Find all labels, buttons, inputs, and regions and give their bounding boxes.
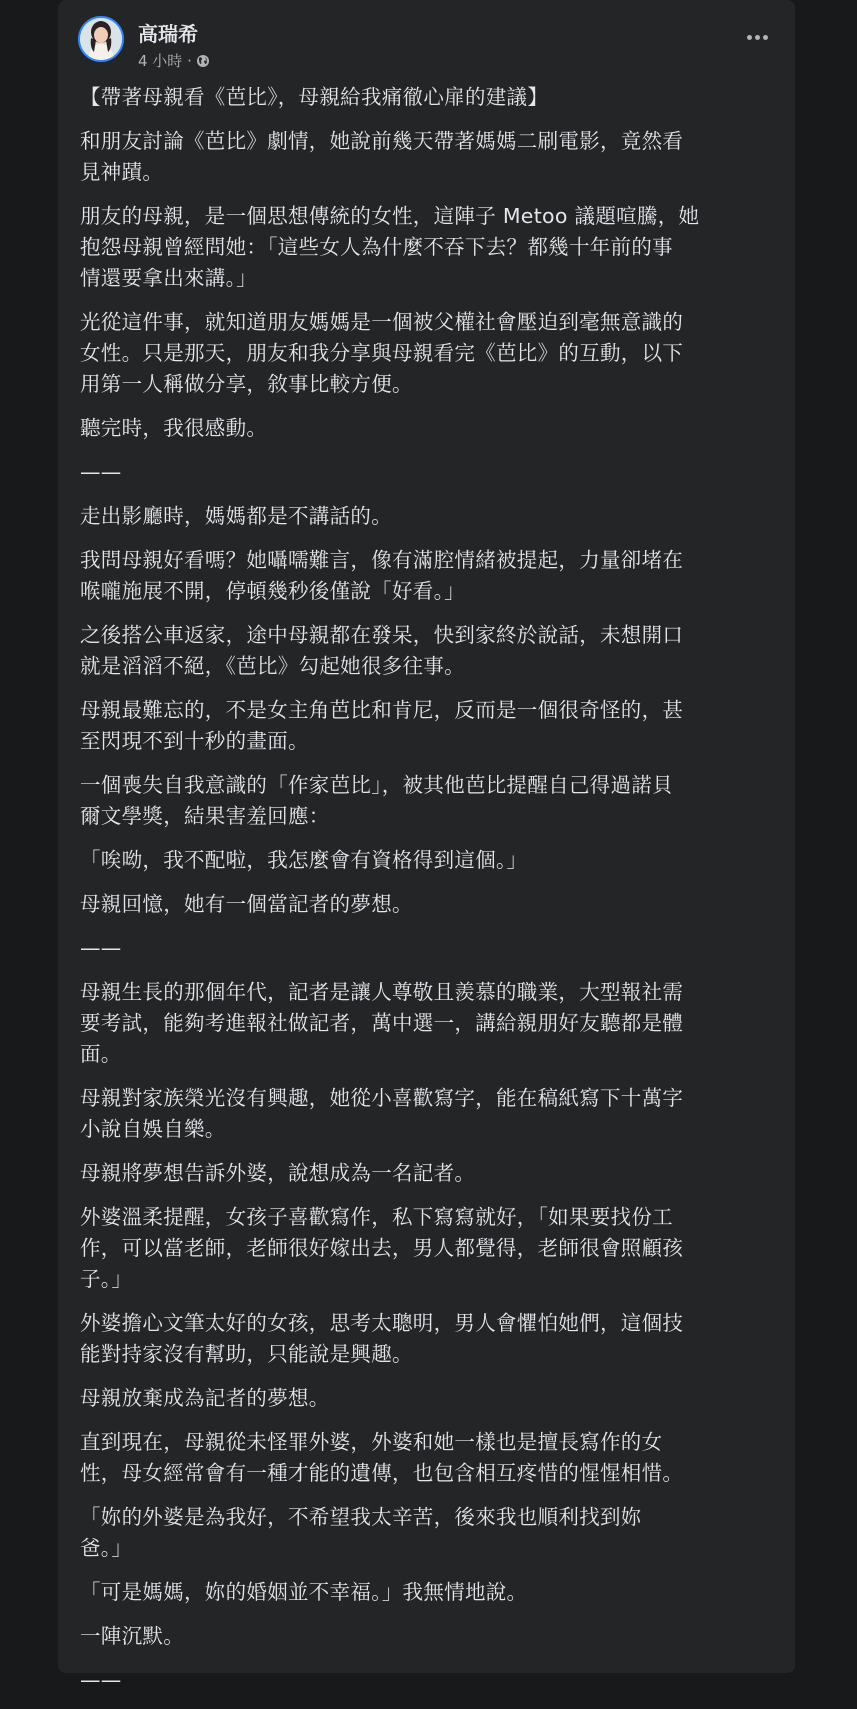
post-paragraph: 光從這件事，就知道朋友媽媽是一個被父權社會壓迫到毫無意識的 女性。只是那天，朋友和我分享與母親看完《芭比》的互動，以下 用第一人稱做分享，敘事比較方便。 bbox=[80, 310, 684, 396]
author-name[interactable]: 高瑞希 bbox=[138, 22, 198, 46]
more-dot bbox=[747, 35, 752, 40]
post-meta bbox=[138, 50, 210, 71]
post-header bbox=[78, 16, 775, 70]
post-card bbox=[58, 0, 795, 1692]
avatar-image bbox=[80, 18, 122, 60]
post-paragraph: 和朋友討論《芭比》劇情，她說前幾天帶著媽媽二刷電影，竟然看 見神蹟。 bbox=[80, 129, 684, 184]
post-paragraph: 母親將夢想告訴外婆，說想成為一名記者。 bbox=[80, 1161, 476, 1185]
post-paragraph: 母親放棄成為記者的夢想。 bbox=[80, 1386, 330, 1410]
author-avatar[interactable] bbox=[78, 16, 124, 62]
post-paragraph: 聽完時，我很感動。 bbox=[80, 416, 268, 440]
more-dot bbox=[763, 35, 768, 40]
post-paragraph: 一陣沉默。 bbox=[80, 1624, 184, 1648]
post-paragraph: 母親最難忘的，不是女主角芭比和肯尼，反而是一個很奇怪的，甚 至閃現不到十秒的畫面。 bbox=[80, 698, 684, 753]
post-paragraph: 「妳的外婆是為我好，不希望我太辛苦，後來我也順利找到妳 爸。」 bbox=[80, 1505, 642, 1560]
post-paragraph: 外婆溫柔提醒，女孩子喜歡寫作，私下寫寫就好，「如果要找份工 作，可以當老師，老師很好嫁出去，男人都覺得，老師很會照顧孩 子。」 bbox=[80, 1205, 684, 1291]
post-paragraph: 「可是媽媽，妳的婚姻並不幸福。」我無情地說。 bbox=[80, 1580, 528, 1604]
section-divider: —— bbox=[80, 1668, 122, 1692]
post-paragraph: 直到現在，母親從未怪罪外婆，外婆和她一樣也是擅長寫作的女 性，母女經常會有一種才能的遺傳，也包含相互疼惜的惺惺相惜。 bbox=[80, 1430, 684, 1485]
globe-icon bbox=[196, 54, 210, 68]
post-paragraph: 走出影廳時，媽媽都是不講話的。 bbox=[80, 504, 392, 528]
post-timestamp[interactable]: 4 小時 · bbox=[138, 52, 192, 70]
post-paragraph: 一個喪失自我意識的「作家芭比」，被其他芭比提醒自己得過諾貝 爾文學獎，結果害羞回應： bbox=[80, 773, 673, 828]
post-paragraph: 「唉呦，我不配啦，我怎麼會有資格得到這個。」 bbox=[80, 848, 528, 872]
post-paragraph: 之後搭公車返家，途中母親都在發呆，快到家終於說話，未想開口 就是滔滔不絕，《芭比》勾起她很多往事。 bbox=[80, 623, 684, 678]
section-divider: —— bbox=[80, 460, 122, 484]
more-dot bbox=[755, 35, 760, 40]
post-paragraph: 外婆擔心文筆太好的女孩，思考太聰明，男人會懼怕她們，這個技 能對持家沒有幫助，只能說是興趣。 bbox=[80, 1311, 684, 1366]
more-options-icon[interactable] bbox=[739, 22, 775, 52]
post-paragraph: 【帶著母親看《芭比》，母親給我痛徹心扉的建議】 bbox=[80, 85, 549, 109]
section-divider: —— bbox=[80, 936, 122, 960]
post-paragraph: 母親對家族榮光沒有興趣，她從小喜歡寫字，能在稿紙寫下十萬字 小說自娛自樂。 bbox=[80, 1086, 684, 1141]
post-paragraph: 母親生長的那個年代，記者是讓人尊敬且羨慕的職業，大型報社需 要考試，能夠考進報社做記者，萬中選一，講給親朋好友聽都是體 面。 bbox=[80, 980, 684, 1066]
post-body bbox=[80, 82, 780, 1709]
post-paragraph: 朋友的母親，是一個思想傳統的女性，這陣子 Metoo 議題喧騰，她 抱怨母親曾經問她：「這些女人為什麼不吞下去？都幾十年前的事 情還要拿出來講。」 bbox=[80, 204, 700, 290]
post-paragraph: 母親回憶，她有一個當記者的夢想。 bbox=[80, 892, 413, 916]
post-paragraph: 我問母親好看嗎？她囁嚅難言，像有滿腔情緒被提起，力量卻堵在 喉嚨施展不開，停頓幾秒後僅說「好看。」 bbox=[80, 548, 684, 603]
